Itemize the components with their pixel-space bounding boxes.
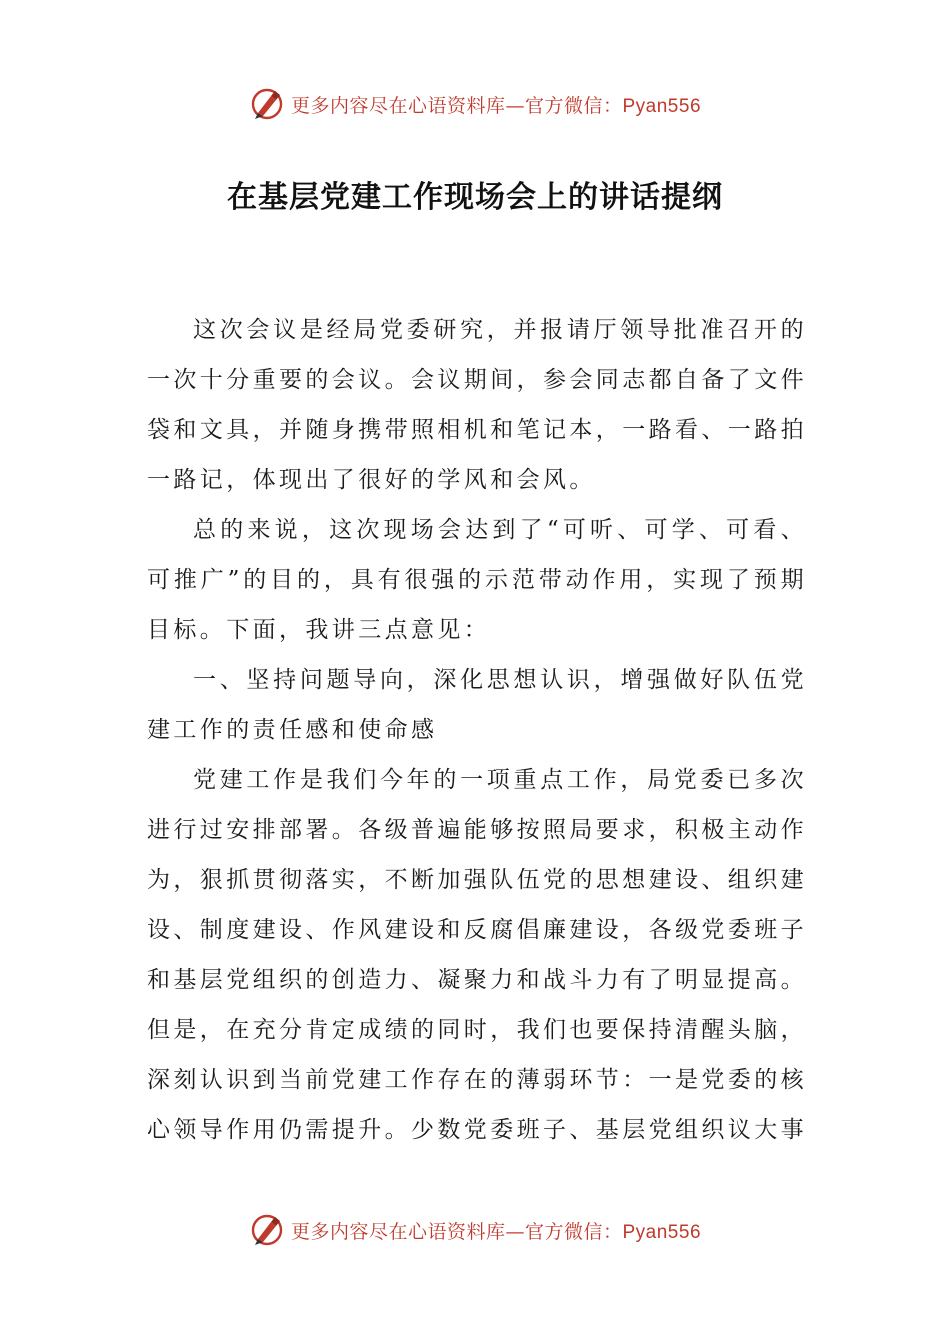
- header-banner-main: 更多内容尽在心语资料库: [290, 94, 506, 117]
- footer-banner: [0, 1210, 950, 1250]
- paragraph: 总的来说，这次现场会达到了“可听、可学、可看、可推广”的目的，具有很强的示范带动作用，实现了预期目标。下面，我讲三点意见：: [147, 517, 807, 643]
- pen-logo-icon: [249, 86, 285, 122]
- footer-banner-dash: —: [505, 1220, 525, 1243]
- footer-banner-main: 更多内容尽在心语资料库: [290, 1220, 506, 1243]
- header-banner: [0, 84, 950, 124]
- footer-banner-wechat-label: 官方微信：: [524, 1220, 623, 1243]
- header-banner-text: [291, 91, 701, 118]
- document-title: 在基层党建工作现场会上的讲话提纲: [227, 180, 723, 215]
- paragraph: 党建工作是我们今年的一项重点工作，局党委已多次进行过安排部署。各级普遍能够按照局要求，积极主动作为，狠抓贯彻落实，不断加强队伍党的思想建设、组织建设、制度建设、作风建设和反腐倡廉建设，各级党委班子和基层党组织的创造力、凝聚力和战斗力有了明显提高。但是，在充分肯定成绩的同时，我们也要保持清醒头脑，深刻认识到当前党建工作存在的薄弱环节：一是党委的核心领导作用仍需提升。少数党委班子、基层党组织议大事: [147, 767, 807, 1143]
- header-banner-dash: —: [505, 94, 525, 117]
- header-banner-wechat-id: Pyan556: [622, 95, 702, 117]
- section-heading: 一、坚持问题导向，深化思想认识，增强做好队伍党建工作的责任感和使命感: [147, 667, 807, 743]
- document-body: [147, 305, 807, 1155]
- footer-banner-text: [291, 1217, 701, 1244]
- footer-banner-wechat-id: Pyan556: [622, 1221, 702, 1243]
- pen-logo-icon: [249, 1212, 285, 1248]
- header-banner-wechat-label: 官方微信：: [524, 94, 623, 117]
- paragraph: 这次会议是经局党委研究，并报请厅领导批准召开的一次十分重要的会议。会议期间，参会同志都自备了文件袋和文具，并随身携带照相机和笔记本，一路看、一路拍一路记，体现出了很好的学风和会风。: [147, 317, 807, 493]
